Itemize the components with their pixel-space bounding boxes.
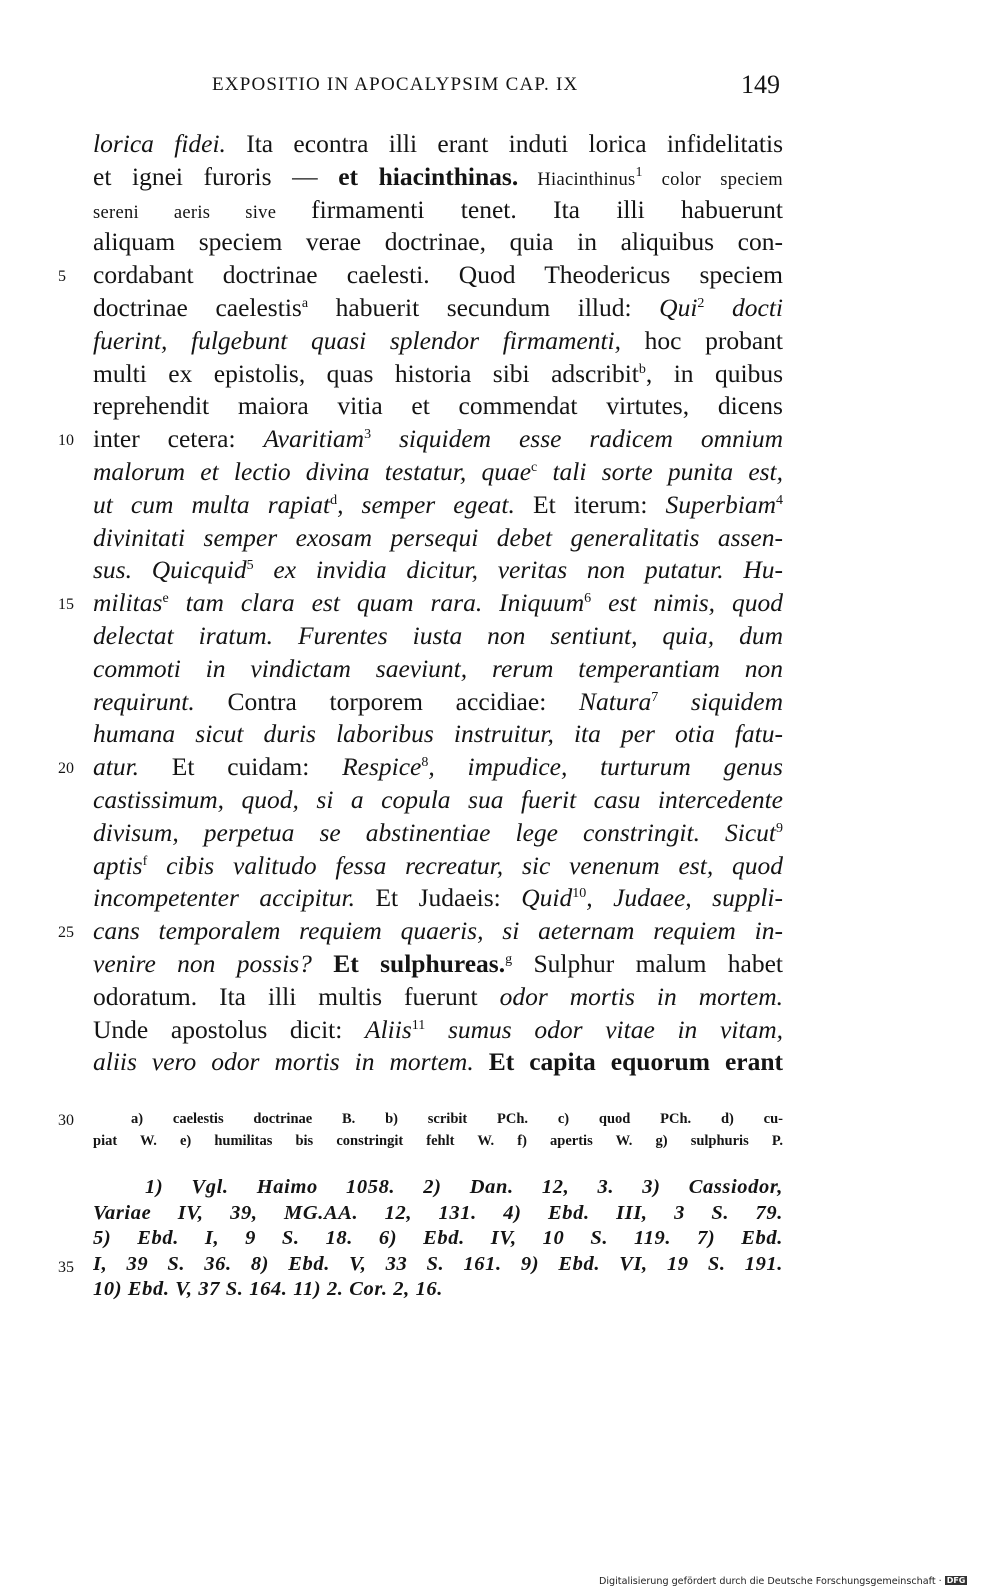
text-line: aliis vero odor mortis in mortem. Et capita equorum erant xyxy=(93,1047,783,1077)
line-number-25: 25 xyxy=(58,924,74,941)
apparatus-line: piat W. e) humilitas bis constringit fehlt W. f) apertis W. g) sulphuris P. xyxy=(93,1133,783,1149)
apparatus-line: a) caelestis doctrinae B. b) scribit PCh. c) quod PCh. d) cu- xyxy=(131,1111,783,1127)
text-line: reprehendit maiora vitia et commendat virtutes, dicens xyxy=(93,391,783,421)
text-line: divinitati semper exosam persequi debet generalitatis assen- xyxy=(93,522,783,552)
running-title: EXPOSITIO IN APOCALYPSIM CAP. IX xyxy=(212,74,579,95)
text-line: incompetenter accipitur. Et Judaeis: Quid$^{10}$, Judaee, suppli- xyxy=(93,883,783,913)
footnote-line: 10) Ebd. V, 37 S. 164. 11) 2. Cor. 2, 16. xyxy=(93,1278,443,1301)
line-number-20: 20 xyxy=(58,760,74,777)
text-line: ut cum multa rapiat$^d$, semper egeat. Et iterum: Superbiam$^4$ xyxy=(93,489,783,519)
text-line: odoratum. Ita illi multis fuerunt odor mortis in mortem. xyxy=(93,981,783,1011)
line-number-35: 35 xyxy=(58,1259,74,1276)
text-line: Unde apostolus dicit: Aliis$^{11}$ sumus odor vitae in vitam, xyxy=(93,1014,783,1044)
line-number-5: 5 xyxy=(58,268,66,285)
text-line: aliquam speciem verae doctrinae, quia in aliquibus con- xyxy=(93,227,783,257)
digitization-credit xyxy=(599,1576,967,1587)
text-line: multi ex epistolis, quas historia sibi adscribit$^b$, in quibus xyxy=(93,358,783,388)
text-line: requirunt. Contra torporem accidiae: Natura$^7$ siquidem xyxy=(93,686,783,716)
text-line: fuerint, fulgebunt quasi splendor firmamenti, hoc probant xyxy=(93,325,783,355)
text-line: sus. Quicquid$^5$ ex invidia dicitur, veritas non putatur. Hu- xyxy=(93,555,783,585)
text-line: cordabant doctrinae caelesti. Quod Theodericus speciem xyxy=(93,260,783,290)
text-line: inter cetera: Avaritiam$^3$ siquidem esse radicem omnium xyxy=(93,424,783,454)
footnote-line: I, 39 S. 36. 8) Ebd. V, 33 S. 161. 9) Ebd. VI, 19 S. 191. xyxy=(93,1252,783,1275)
text-line: doctrinae caelestis$^a$ habuerit secundum illud: Qui$^2$ docti xyxy=(93,292,783,322)
footnotes xyxy=(93,1175,783,1303)
line-number-15: 15 xyxy=(58,596,74,613)
footnote-line: Variae IV, 39, MG.AA. 12, 131. 4) Ebd. III, 3 S. 79. xyxy=(93,1201,783,1224)
page-number: 149 xyxy=(741,70,780,99)
text-line: sereni aeris sive firmamenti tenet. Ita illi habuerunt xyxy=(93,194,783,224)
credit-text: Digitalisierung gefördert durch die Deutsche Forschungsgemeinschaft · xyxy=(599,1576,942,1587)
text-line: humana sicut duris laboribus instruitur, ita per otia fatu- xyxy=(93,719,783,749)
text-line: venire non possis? Et sulphureas.$^g$ Sulphur malum habet xyxy=(93,948,783,978)
text-line: et ignei furoris — et hiacinthinas. Hiacinthinus$^1$ color speciem xyxy=(93,161,783,191)
line-number-10: 10 xyxy=(58,432,74,449)
text-line: lorica fidei. Ita econtra illi erant induti lorica infidelitatis xyxy=(93,129,783,158)
text-line: cans temporalem requiem quaeris, si aeternam requiem in- xyxy=(93,916,783,946)
running-header xyxy=(0,72,1000,106)
text-line: malorum et lectio divina testatur, quae$^c$ tali sorte punita est, xyxy=(93,456,783,486)
dfg-logo-icon: DFG xyxy=(946,1576,966,1585)
text-line: divisum, perpetua se abstinentiae lege constringit. Sicut$^9$ xyxy=(93,817,783,847)
text-line: aptis$^f$ cibis valitudo fessa recreatur, sic venenum est, quod xyxy=(93,850,783,880)
line-number-30: 30 xyxy=(58,1112,74,1129)
text-line: castissimum, quod, si a copula sua fuerit casu intercedente xyxy=(93,784,783,814)
footnote-line: 1) Vgl. Haimo 1058. 2) Dan. 12, 3. 3) Cassiodor, xyxy=(145,1176,783,1198)
footnote-line: 5) Ebd. I, 9 S. 18. 6) Ebd. IV, 10 S. 119. 7) Ebd. xyxy=(93,1227,783,1250)
text-line: commoti in vindictam saeviunt, rerum temperantiam non xyxy=(93,653,783,683)
critical-apparatus xyxy=(93,1108,783,1152)
main-text xyxy=(93,128,783,1079)
text-line: militas$^e$ tam clara est quam rara. Iniquum$^6$ est nimis, quod xyxy=(93,588,783,618)
text-line: delectat iratum. Furentes iusta non sentiunt, quia, dum xyxy=(93,620,783,650)
text-line: atur. Et cuidam: Respice$^8$, impudice, turturum genus xyxy=(93,752,783,782)
